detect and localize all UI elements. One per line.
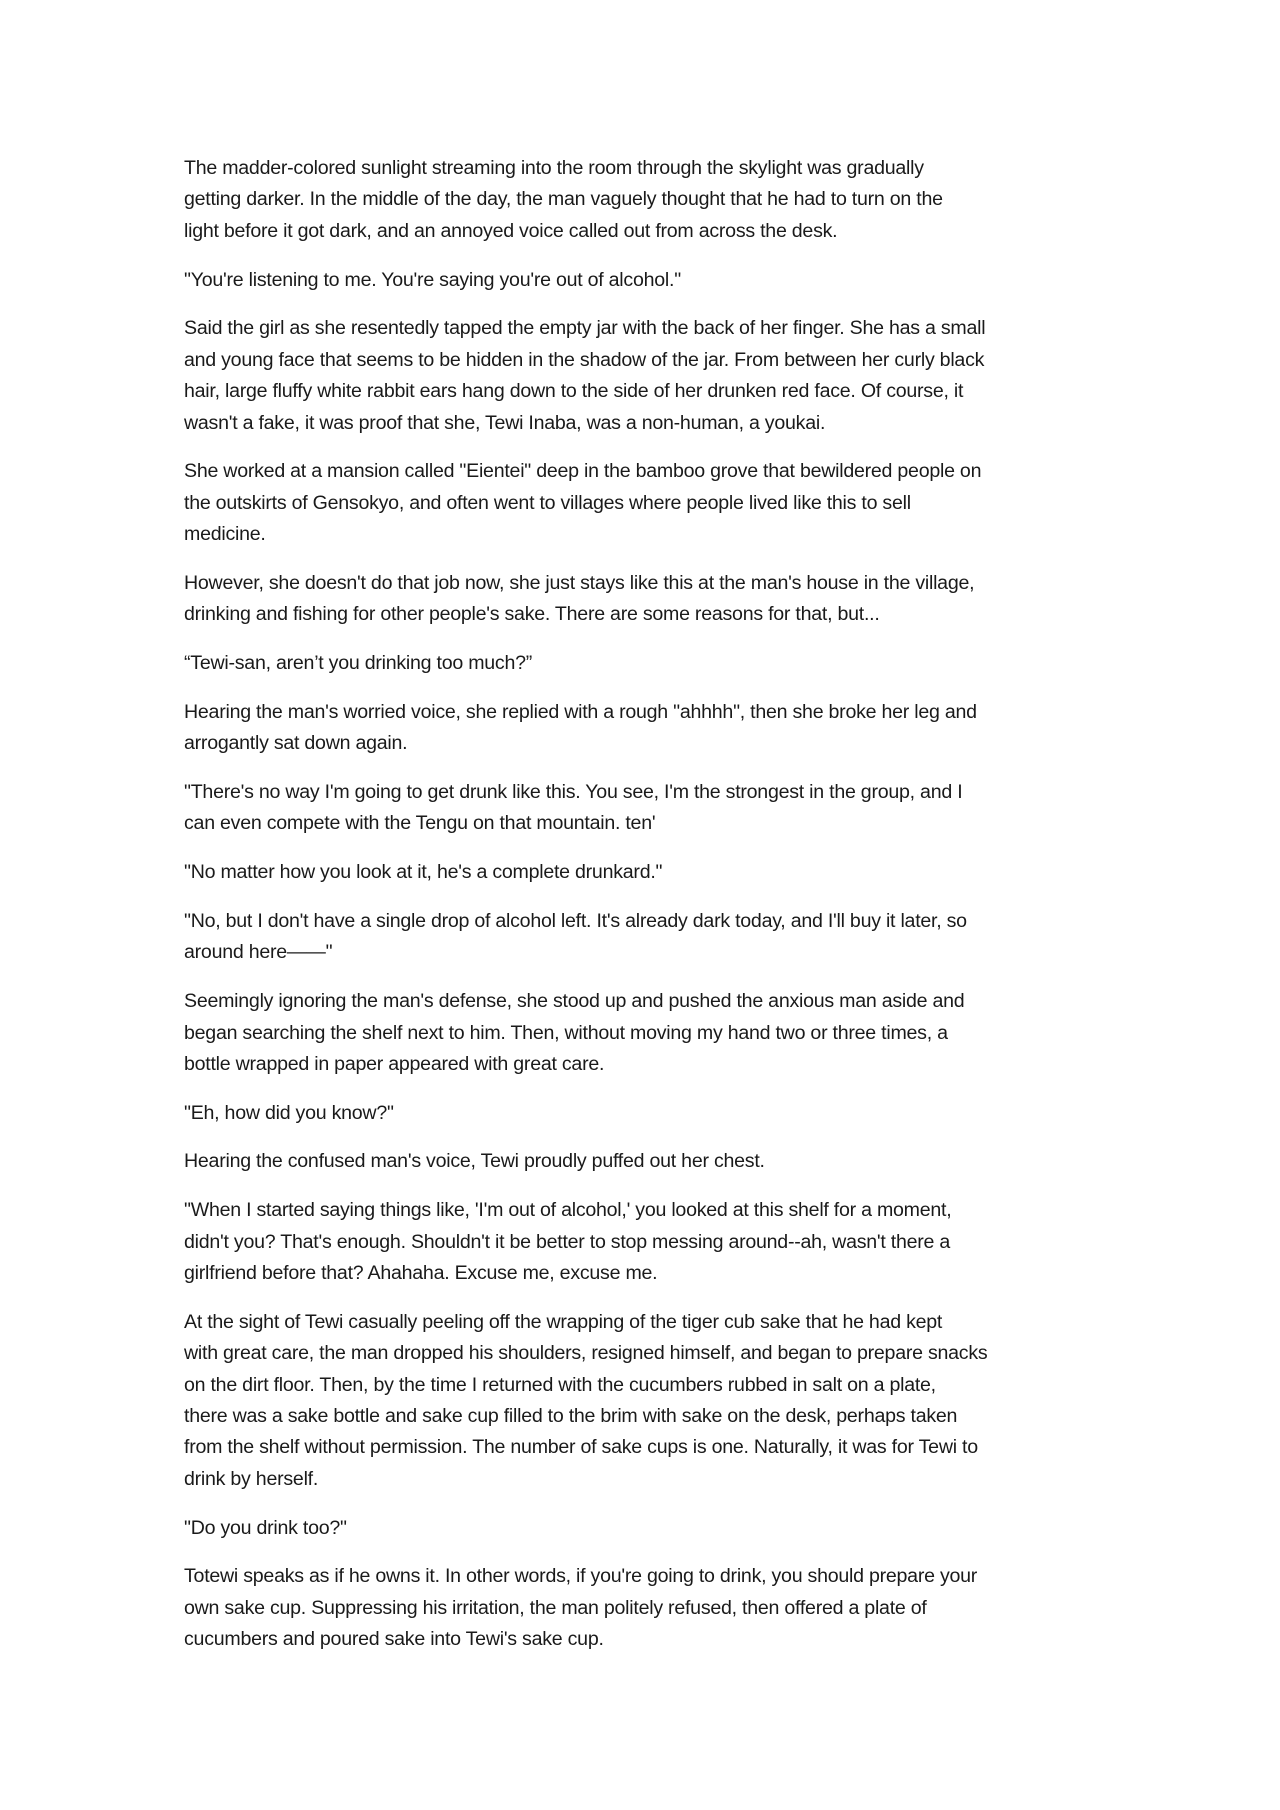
text-line: Hearing the man's worried voice, she replied with a rough "ahhhh", then she broke her leg and: [184, 700, 977, 723]
text-line: "Eh, how did you know?": [184, 1101, 394, 1124]
text-line: there was a sake bottle and sake cup filled to the brim with sake on the desk, perhaps taken: [184, 1404, 958, 1427]
text-line: "No, but I don't have a single drop of alcohol left. It's already dark today, and I'll buy it later, so: [184, 909, 967, 932]
paragraph: [184, 697, 1114, 760]
document-page: [184, 153, 1114, 1673]
paragraph: [184, 986, 1114, 1080]
text-line: Seemingly ignoring the man's defense, she stood up and pushed the anxious man aside and: [184, 990, 965, 1013]
paragraph: [184, 648, 1114, 679]
text-line: on the dirt floor. Then, by the time I returned with the cucumbers rubbed in salt on a plate,: [184, 1373, 936, 1396]
paragraph: [184, 906, 1114, 969]
text-line: drinking and fishing for other people's sake. There are some reasons for that, but...: [184, 603, 880, 626]
text-line: with great care, the man dropped his shoulders, resigned himself, and began to prepare snacks: [184, 1342, 988, 1365]
text-line: hair, large fluffy white rabbit ears hang down to the side of her drunken red face. Of course, it: [184, 380, 964, 403]
paragraph: [184, 1561, 1114, 1655]
paragraph: [184, 1195, 1114, 1289]
paragraph: [184, 568, 1114, 631]
text-line: wasn't a fake, it was proof that she, Tewi Inaba, was a non-human, a youkai.: [184, 411, 826, 434]
text-line: the outskirts of Gensokyo, and often went to villages where people lived like this to sell: [184, 491, 911, 514]
paragraph: [184, 1513, 1114, 1544]
text-line: didn't you? That's enough. Shouldn't it be better to stop messing around--ah, wasn't there a: [184, 1230, 951, 1253]
text-line: "Do you drink too?": [184, 1516, 347, 1539]
text-line: own sake cup. Suppressing his irritation, the man politely refused, then offered a plate of: [184, 1596, 927, 1619]
text-line: around here——": [184, 941, 333, 964]
text-line: getting darker. In the middle of the day, the man vaguely thought that he had to turn on the: [184, 188, 943, 211]
text-line: "When I started saying things like, 'I'm out of alcohol,' you looked at this shelf for a moment,: [184, 1199, 952, 1222]
text-line: At the sight of Tewi casually peeling off the wrapping of the tiger cub sake that he had kept: [184, 1310, 943, 1333]
paragraph: [184, 1146, 1114, 1177]
text-line: She worked at a mansion called "Eientei" deep in the bamboo grove that bewildered people on: [184, 460, 982, 483]
paragraph: [184, 777, 1114, 840]
text-line: “Tewi-san, aren’t you drinking too much?”: [184, 652, 533, 675]
paragraph: [184, 857, 1114, 888]
text-line: The madder-colored sunlight streaming into the room through the skylight was gradually: [184, 157, 924, 179]
text-line: "No matter how you look at it, he's a complete drunkard.": [184, 861, 663, 884]
text-line: from the shelf without permission. The number of sake cups is one. Naturally, it was for Tewi to: [184, 1436, 978, 1459]
text-line: "There's no way I'm going to get drunk like this. You see, I'm the strongest in the group, and I: [184, 780, 963, 803]
text-line: Hearing the confused man's voice, Tewi proudly puffed out her chest.: [184, 1150, 765, 1173]
text-line: However, she doesn't do that job now, she just stays like this at the man's house in the village,: [184, 571, 975, 594]
text-line: can even compete with the Tengu on that mountain. ten': [184, 812, 656, 835]
paragraph: [184, 313, 1114, 439]
text-line: arrogantly sat down again.: [184, 732, 408, 755]
text-line: girlfriend before that? Ahahaha. Excuse me, excuse me.: [184, 1262, 658, 1285]
paragraph: [184, 456, 1114, 550]
text-line: and young face that seems to be hidden in the shadow of the jar. From between her curly black: [184, 348, 985, 371]
paragraph: [184, 265, 1114, 296]
text-line: began searching the shelf next to him. Then, without moving my hand two or three times, a: [184, 1021, 948, 1044]
text-line: drink by herself.: [184, 1467, 319, 1490]
text-line: cucumbers and poured sake into Tewi's sake cup.: [184, 1628, 604, 1651]
paragraph: [184, 153, 1114, 247]
text-line: light before it got dark, and an annoyed voice called out from across the desk.: [184, 219, 838, 242]
text-line: medicine.: [184, 523, 266, 546]
text-line: Totewi speaks as if he owns it. In other words, if you're going to drink, you should prepare your: [184, 1565, 978, 1588]
paragraph: [184, 1307, 1114, 1495]
text-line: "You're listening to me. You're saying you're out of alcohol.": [184, 268, 681, 291]
text-line: Said the girl as she resentedly tapped the empty jar with the back of her finger. She has a small: [184, 317, 986, 340]
paragraph: [184, 1098, 1114, 1129]
text-line: bottle wrapped in paper appeared with great care.: [184, 1052, 605, 1075]
